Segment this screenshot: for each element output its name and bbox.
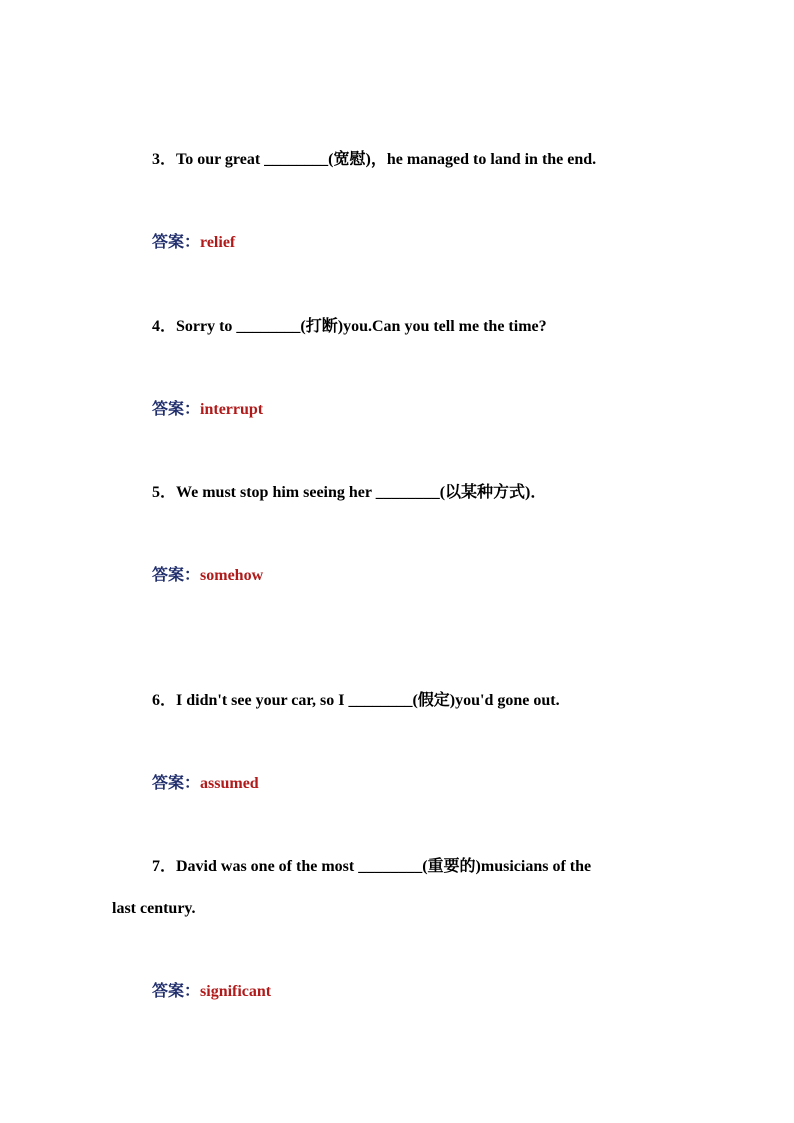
answer-7 bbox=[152, 982, 271, 1002]
answer-5 bbox=[152, 566, 263, 586]
question-5: 5．We must stop him seeing her ________(以某种方式)． bbox=[152, 484, 547, 501]
question-7: 7．David was one of the most ________(重要的)musicians of the bbox=[152, 858, 592, 875]
question-7-continued: last century. bbox=[112, 900, 196, 917]
answer-4 bbox=[152, 400, 263, 420]
answer-label: 答案： bbox=[152, 983, 201, 1000]
answer-label: 答案： bbox=[152, 401, 201, 418]
answer-value: significant bbox=[200, 983, 272, 1000]
answer-label: 答案： bbox=[152, 775, 201, 792]
answer-6 bbox=[152, 774, 259, 794]
answer-value: assumed bbox=[200, 775, 259, 792]
answer-label: 答案： bbox=[152, 567, 201, 584]
question-6: 6．I didn't see your car, so I ________(假定)you'd gone out. bbox=[152, 692, 560, 709]
answer-label: 答案： bbox=[152, 234, 201, 251]
answer-3 bbox=[152, 233, 235, 253]
answer-value: relief bbox=[200, 234, 236, 251]
answer-value: interrupt bbox=[200, 401, 264, 418]
question-4: 4．Sorry to ________(打断)you.Can you tell me the time? bbox=[152, 318, 547, 335]
question-3: 3．To our great ________(宽慰)，he managed to land in the end. bbox=[152, 151, 597, 168]
answer-value: somehow bbox=[200, 567, 264, 584]
